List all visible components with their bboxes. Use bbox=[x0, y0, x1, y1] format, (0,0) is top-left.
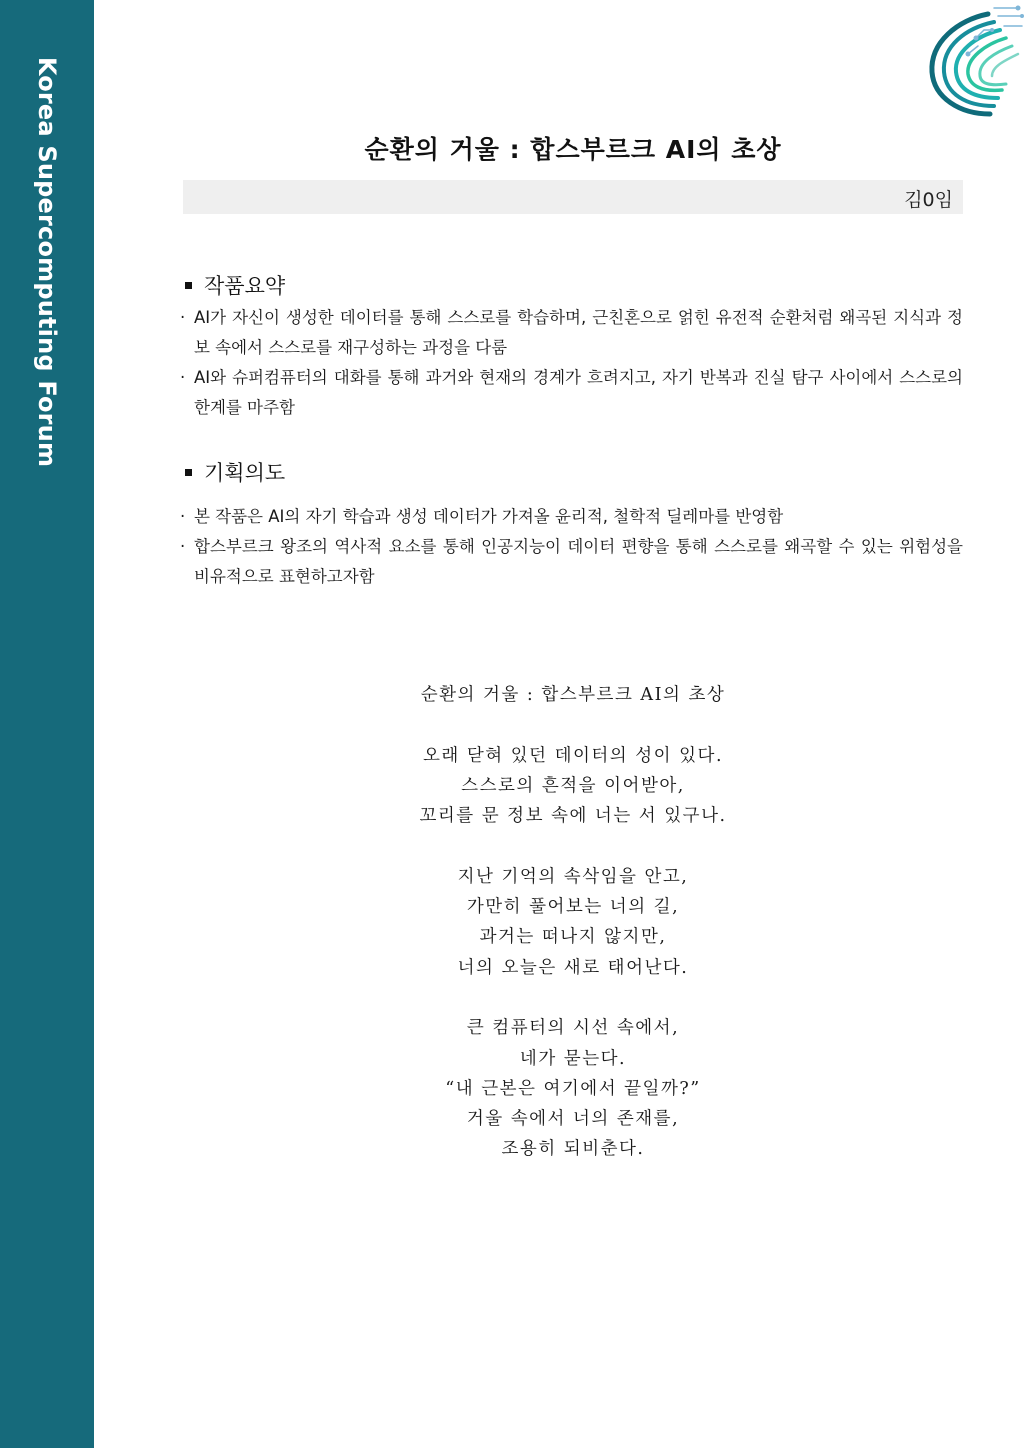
square-bullet-icon bbox=[185, 469, 192, 476]
poem-line: 과거는 떠나지 않지만, bbox=[479, 927, 667, 948]
summary-heading-label: 작품요약 bbox=[204, 274, 286, 298]
author-bar bbox=[183, 180, 963, 214]
logo-graphic bbox=[918, 2, 1024, 120]
poem-line: 오래 닫혀 있던 데이터의 성이 있다. bbox=[422, 745, 724, 766]
poem-line: 가만히 풀어보는 너의 길, bbox=[466, 897, 680, 918]
poem-title: 순환의 거울 : 합스부르크 AI의 초상 bbox=[420, 685, 726, 705]
poem-line: 꼬리를 문 정보 속에 너는 서 있구나. bbox=[419, 806, 727, 827]
list-item bbox=[180, 532, 963, 592]
list-item bbox=[180, 363, 963, 423]
summary-item-text: AI와 슈퍼컴퓨터의 대화를 통해 과거와 현재의 경계가 흐려지고, 자기 반복과 진실 탐구 사이에서 스스로의 한계를 마주함 bbox=[194, 368, 963, 417]
poem-line: 거울 속에서 너의 존재를, bbox=[466, 1109, 680, 1130]
bullet-dot-icon: · bbox=[180, 308, 186, 327]
sidebar-band bbox=[0, 0, 94, 1448]
poem-line: 큰 컴퓨터의 시선 속에서, bbox=[466, 1018, 680, 1039]
sidebar-forum-name: Korea Supercomputing Forum bbox=[33, 56, 61, 468]
bullet-dot-icon: · bbox=[180, 537, 186, 556]
summary-list bbox=[180, 303, 963, 423]
poem-line: 너의 오늘은 새로 태어난다. bbox=[457, 957, 689, 978]
poem-stanza bbox=[183, 862, 963, 983]
list-item bbox=[180, 502, 963, 532]
intent-item-text: 합스부르크 왕조의 역사적 요소를 통해 인공지능이 데이터 편향을 통해 스스로를 왜곡할 수 있는 위험성을 비유적으로 표현하고자함 bbox=[194, 537, 963, 586]
poem-stanza bbox=[183, 1013, 963, 1164]
document-title: 순환의 거울 : 합스부르크 AI의 초상 bbox=[364, 135, 782, 164]
summary-item-text: AI가 자신이 생성한 데이터를 통해 스스로를 학습하며, 근친혼으로 얽힌 유전적 순환처럼 왜곡된 지식과 정보 속에서 스스로를 재구성하는 과정을 다룸 bbox=[194, 308, 963, 357]
poem bbox=[183, 680, 963, 1195]
list-item bbox=[180, 303, 963, 363]
bullet-dot-icon: · bbox=[180, 507, 186, 526]
poem-line: 네가 묻는다. bbox=[519, 1048, 627, 1069]
bullet-dot-icon: · bbox=[180, 368, 186, 387]
poem-line: “내 근본은 여기에서 끝일까?” bbox=[445, 1078, 701, 1099]
intent-heading bbox=[183, 457, 285, 487]
poem-line: 스스로의 흔적을 이어받아, bbox=[461, 775, 685, 796]
square-bullet-icon bbox=[185, 282, 192, 289]
intent-item-text: 본 작품은 AI의 자기 학습과 생성 데이터가 가져올 윤리적, 철학적 딜레마를 반영함 bbox=[194, 507, 784, 526]
summary-heading bbox=[183, 270, 285, 300]
poem-line: 조용히 되비춘다. bbox=[501, 1139, 645, 1160]
poem-stanza bbox=[183, 741, 963, 832]
intent-list bbox=[180, 502, 963, 592]
author-name: 김0임 bbox=[904, 189, 953, 211]
intent-heading-label: 기획의도 bbox=[204, 461, 286, 485]
ksf-swirl-logo-icon bbox=[918, 2, 1024, 120]
poem-line: 지난 기억의 속삭임을 안고, bbox=[457, 866, 689, 887]
